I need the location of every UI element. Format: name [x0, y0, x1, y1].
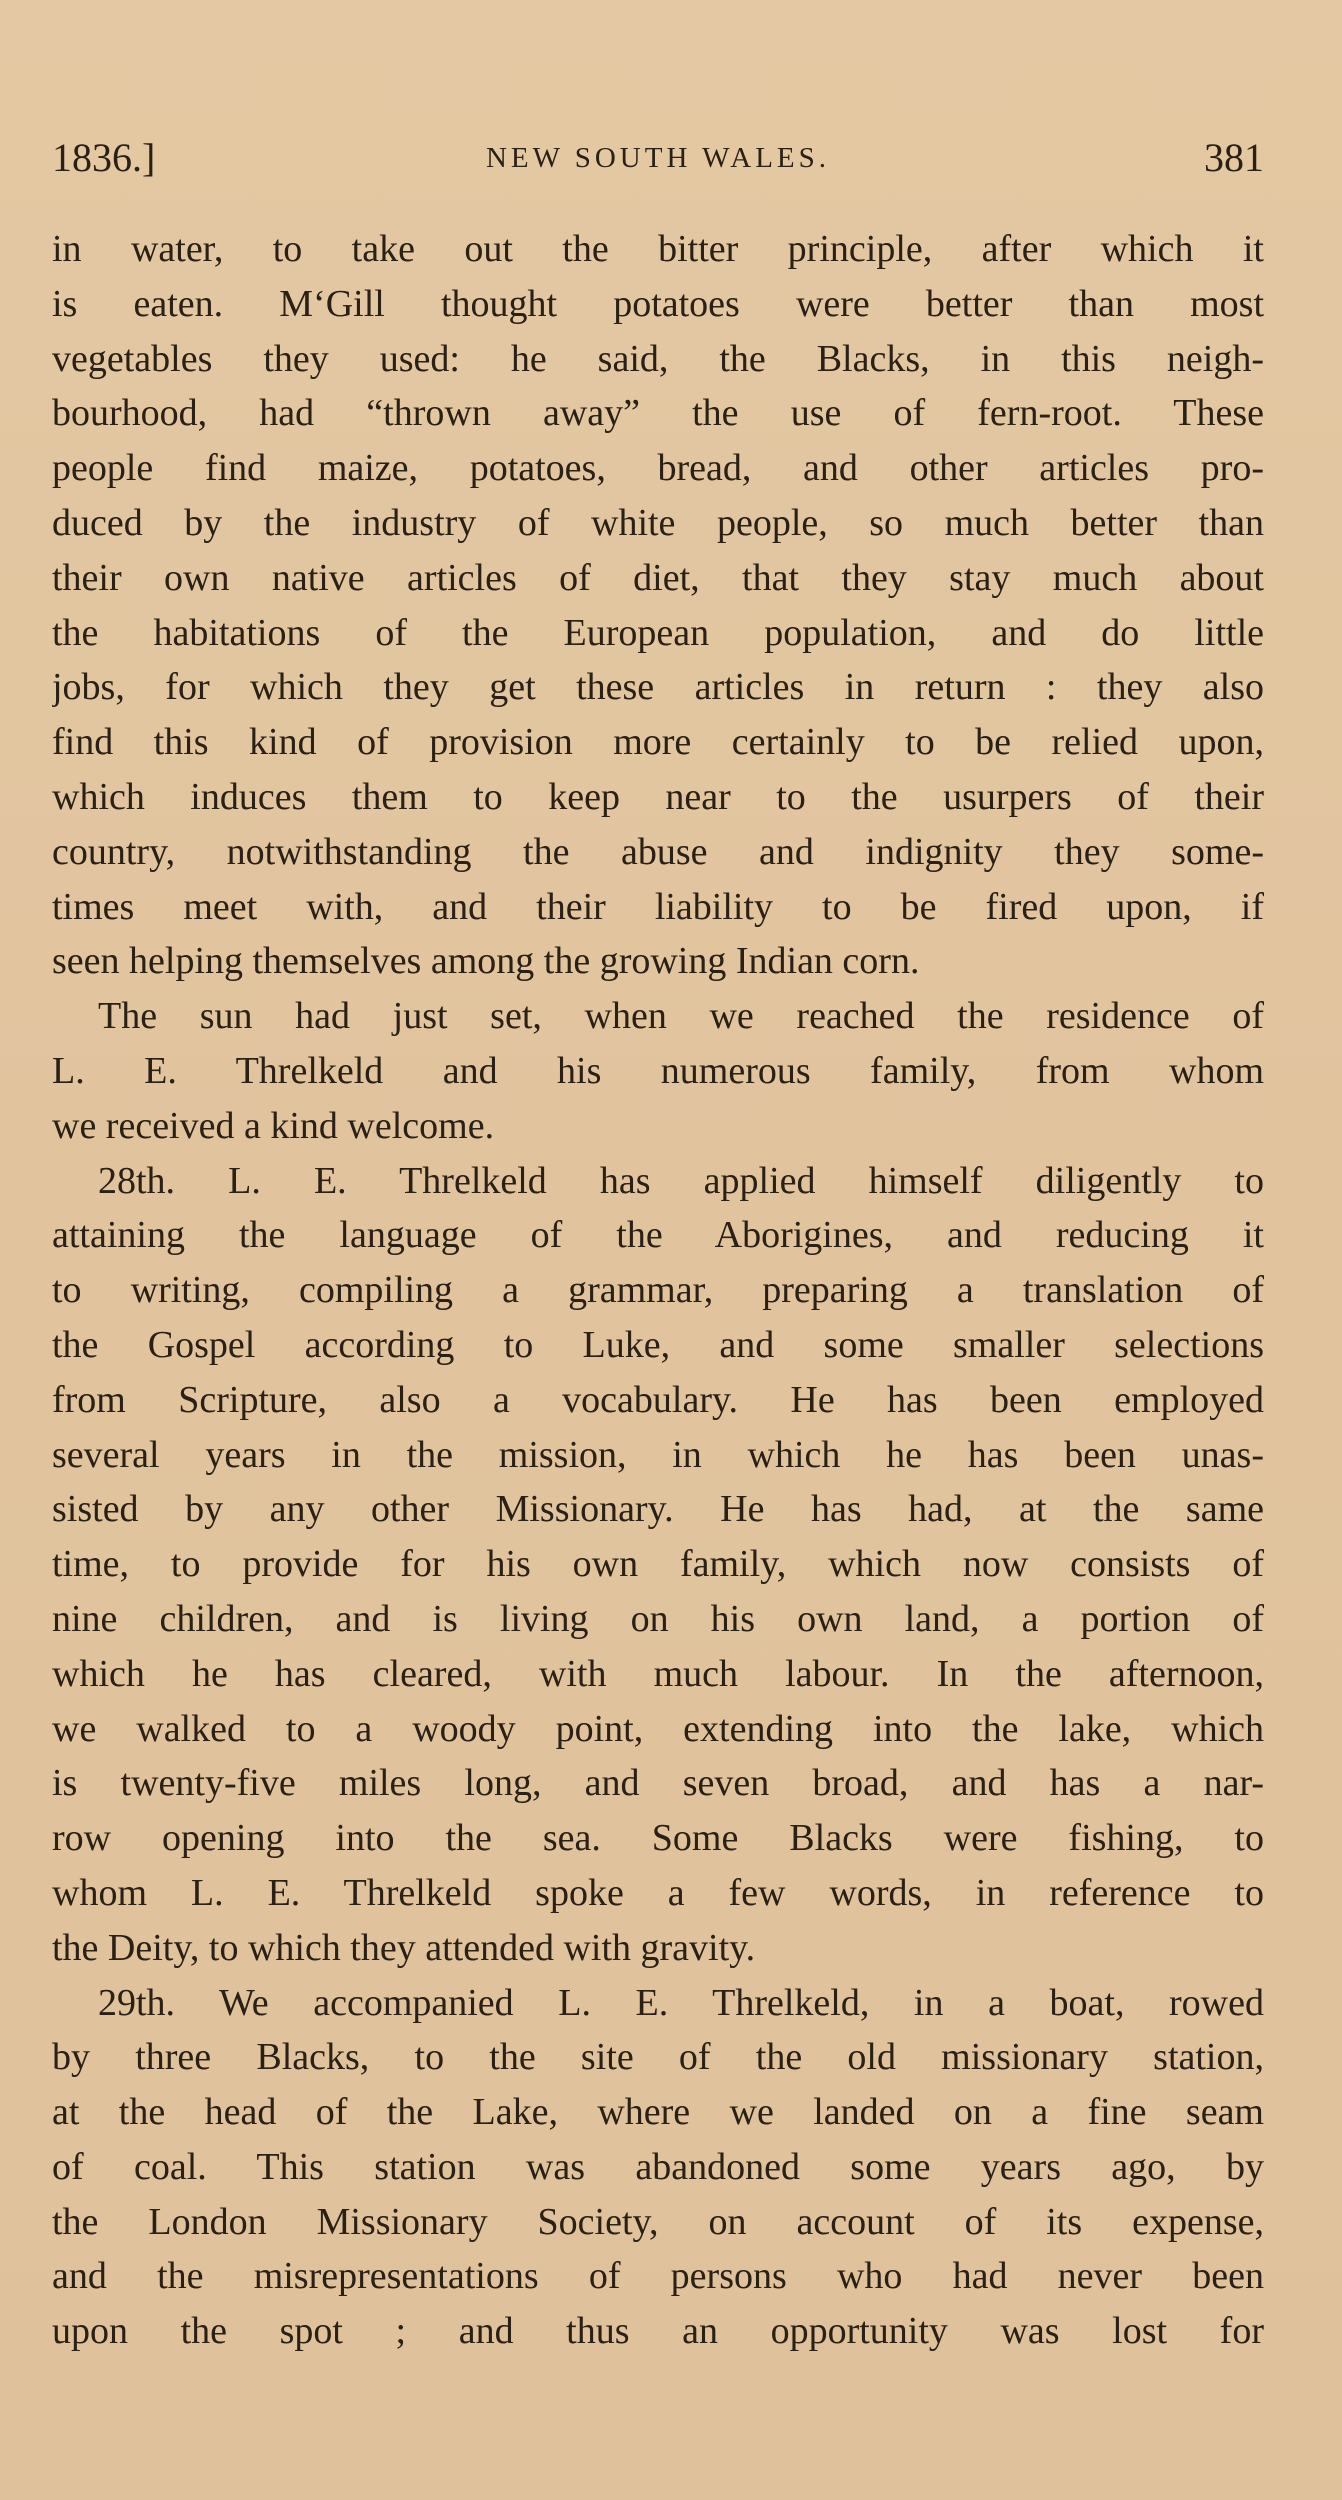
running-header [52, 128, 1264, 188]
page-number: 381 [1204, 135, 1264, 180]
text-line: vegetables they used: he said, the Blacks, in this neigh- [52, 337, 1264, 380]
text-line: several years in the mission, in which he has been unas- [52, 1433, 1264, 1476]
text-line: L. E. Threlkeld and his numerous family, from whom [52, 1049, 1264, 1092]
text-line: attaining the language of the Aborigines, and reducing it [52, 1214, 1264, 1257]
text-line: The sun had just set, when we reached the residence of [98, 995, 1264, 1038]
text-line: country, notwithstanding the abuse and indignity they some- [52, 830, 1264, 873]
text-line: of coal. This station was abandoned some years ago, by [52, 2145, 1264, 2188]
text-line: the Gospel according to Luke, and some smaller selections [52, 1323, 1264, 1366]
text-line: is twenty-five miles long, and seven broad, and has a nar- [52, 1762, 1264, 1805]
text-line: the habitations of the European population, and do little [52, 611, 1264, 654]
text-line: jobs, for which they get these articles in return : they also [52, 666, 1264, 709]
text-line: upon the spot ; and thus an opportunity was lost for [52, 2310, 1264, 2353]
text-line: the London Missionary Society, on account of its expense, [52, 2200, 1264, 2243]
text-line: we received a kind welcome. [52, 1104, 495, 1147]
body-text [52, 222, 1264, 2359]
text-line: duced by the industry of white people, so much better than [52, 501, 1264, 544]
text-line: the Deity, to which they attended with gravity. [52, 1926, 756, 1969]
text-line: by three Blacks, to the site of the old missionary station, [52, 2036, 1264, 2079]
text-line: seen helping themselves among the growing Indian corn. [52, 940, 920, 983]
text-line: we walked to a woody point, extending into the lake, which [52, 1707, 1264, 1750]
text-line: times meet with, and their liability to be fired upon, if [52, 885, 1264, 928]
text-line: nine children, and is living on his own land, a portion of [52, 1597, 1264, 1640]
text-line: from Scripture, also a vocabulary. He has been employed [52, 1378, 1264, 1421]
text-line: people find maize, potatoes, bread, and other articles pro- [52, 447, 1264, 490]
text-line: to writing, compiling a grammar, preparing a translation of [52, 1269, 1264, 1312]
text-line: at the head of the Lake, where we landed on a fine seam [52, 2091, 1264, 2134]
text-line: 28th. L. E. Threlkeld has applied himself diligently to [98, 1159, 1264, 1202]
text-line: which he has cleared, with much labour. In the afternoon, [52, 1652, 1264, 1695]
header-date: 1836.] [52, 135, 156, 180]
text-line: 29th. We accompanied L. E. Threlkeld, in a boat, rowed [98, 1981, 1264, 2024]
text-line: bourhood, had “thrown away” the use of fern-root. These [52, 392, 1264, 435]
text-line: in water, to take out the bitter principle, after which it [52, 228, 1264, 270]
text-line: find this kind of provision more certainly to be relied upon, [52, 721, 1264, 764]
text-line: row opening into the sea. Some Blacks were fishing, to [52, 1817, 1264, 1860]
text-line: time, to provide for his own family, which now consists of [52, 1543, 1264, 1586]
text-line: and the misrepresentations of persons who had never been [52, 2255, 1264, 2298]
running-title: NEW SOUTH WALES. [485, 142, 831, 174]
text-line: whom L. E. Threlkeld spoke a few words, in reference to [52, 1871, 1264, 1914]
text-line: sisted by any other Missionary. He has had, at the same [52, 1488, 1264, 1531]
text-line: their own native articles of diet, that they stay much about [52, 556, 1264, 599]
text-line: which induces them to keep near to the usurpers of their [52, 775, 1264, 818]
text-line: is eaten. M‘Gill thought potatoes were better than most [52, 282, 1264, 325]
